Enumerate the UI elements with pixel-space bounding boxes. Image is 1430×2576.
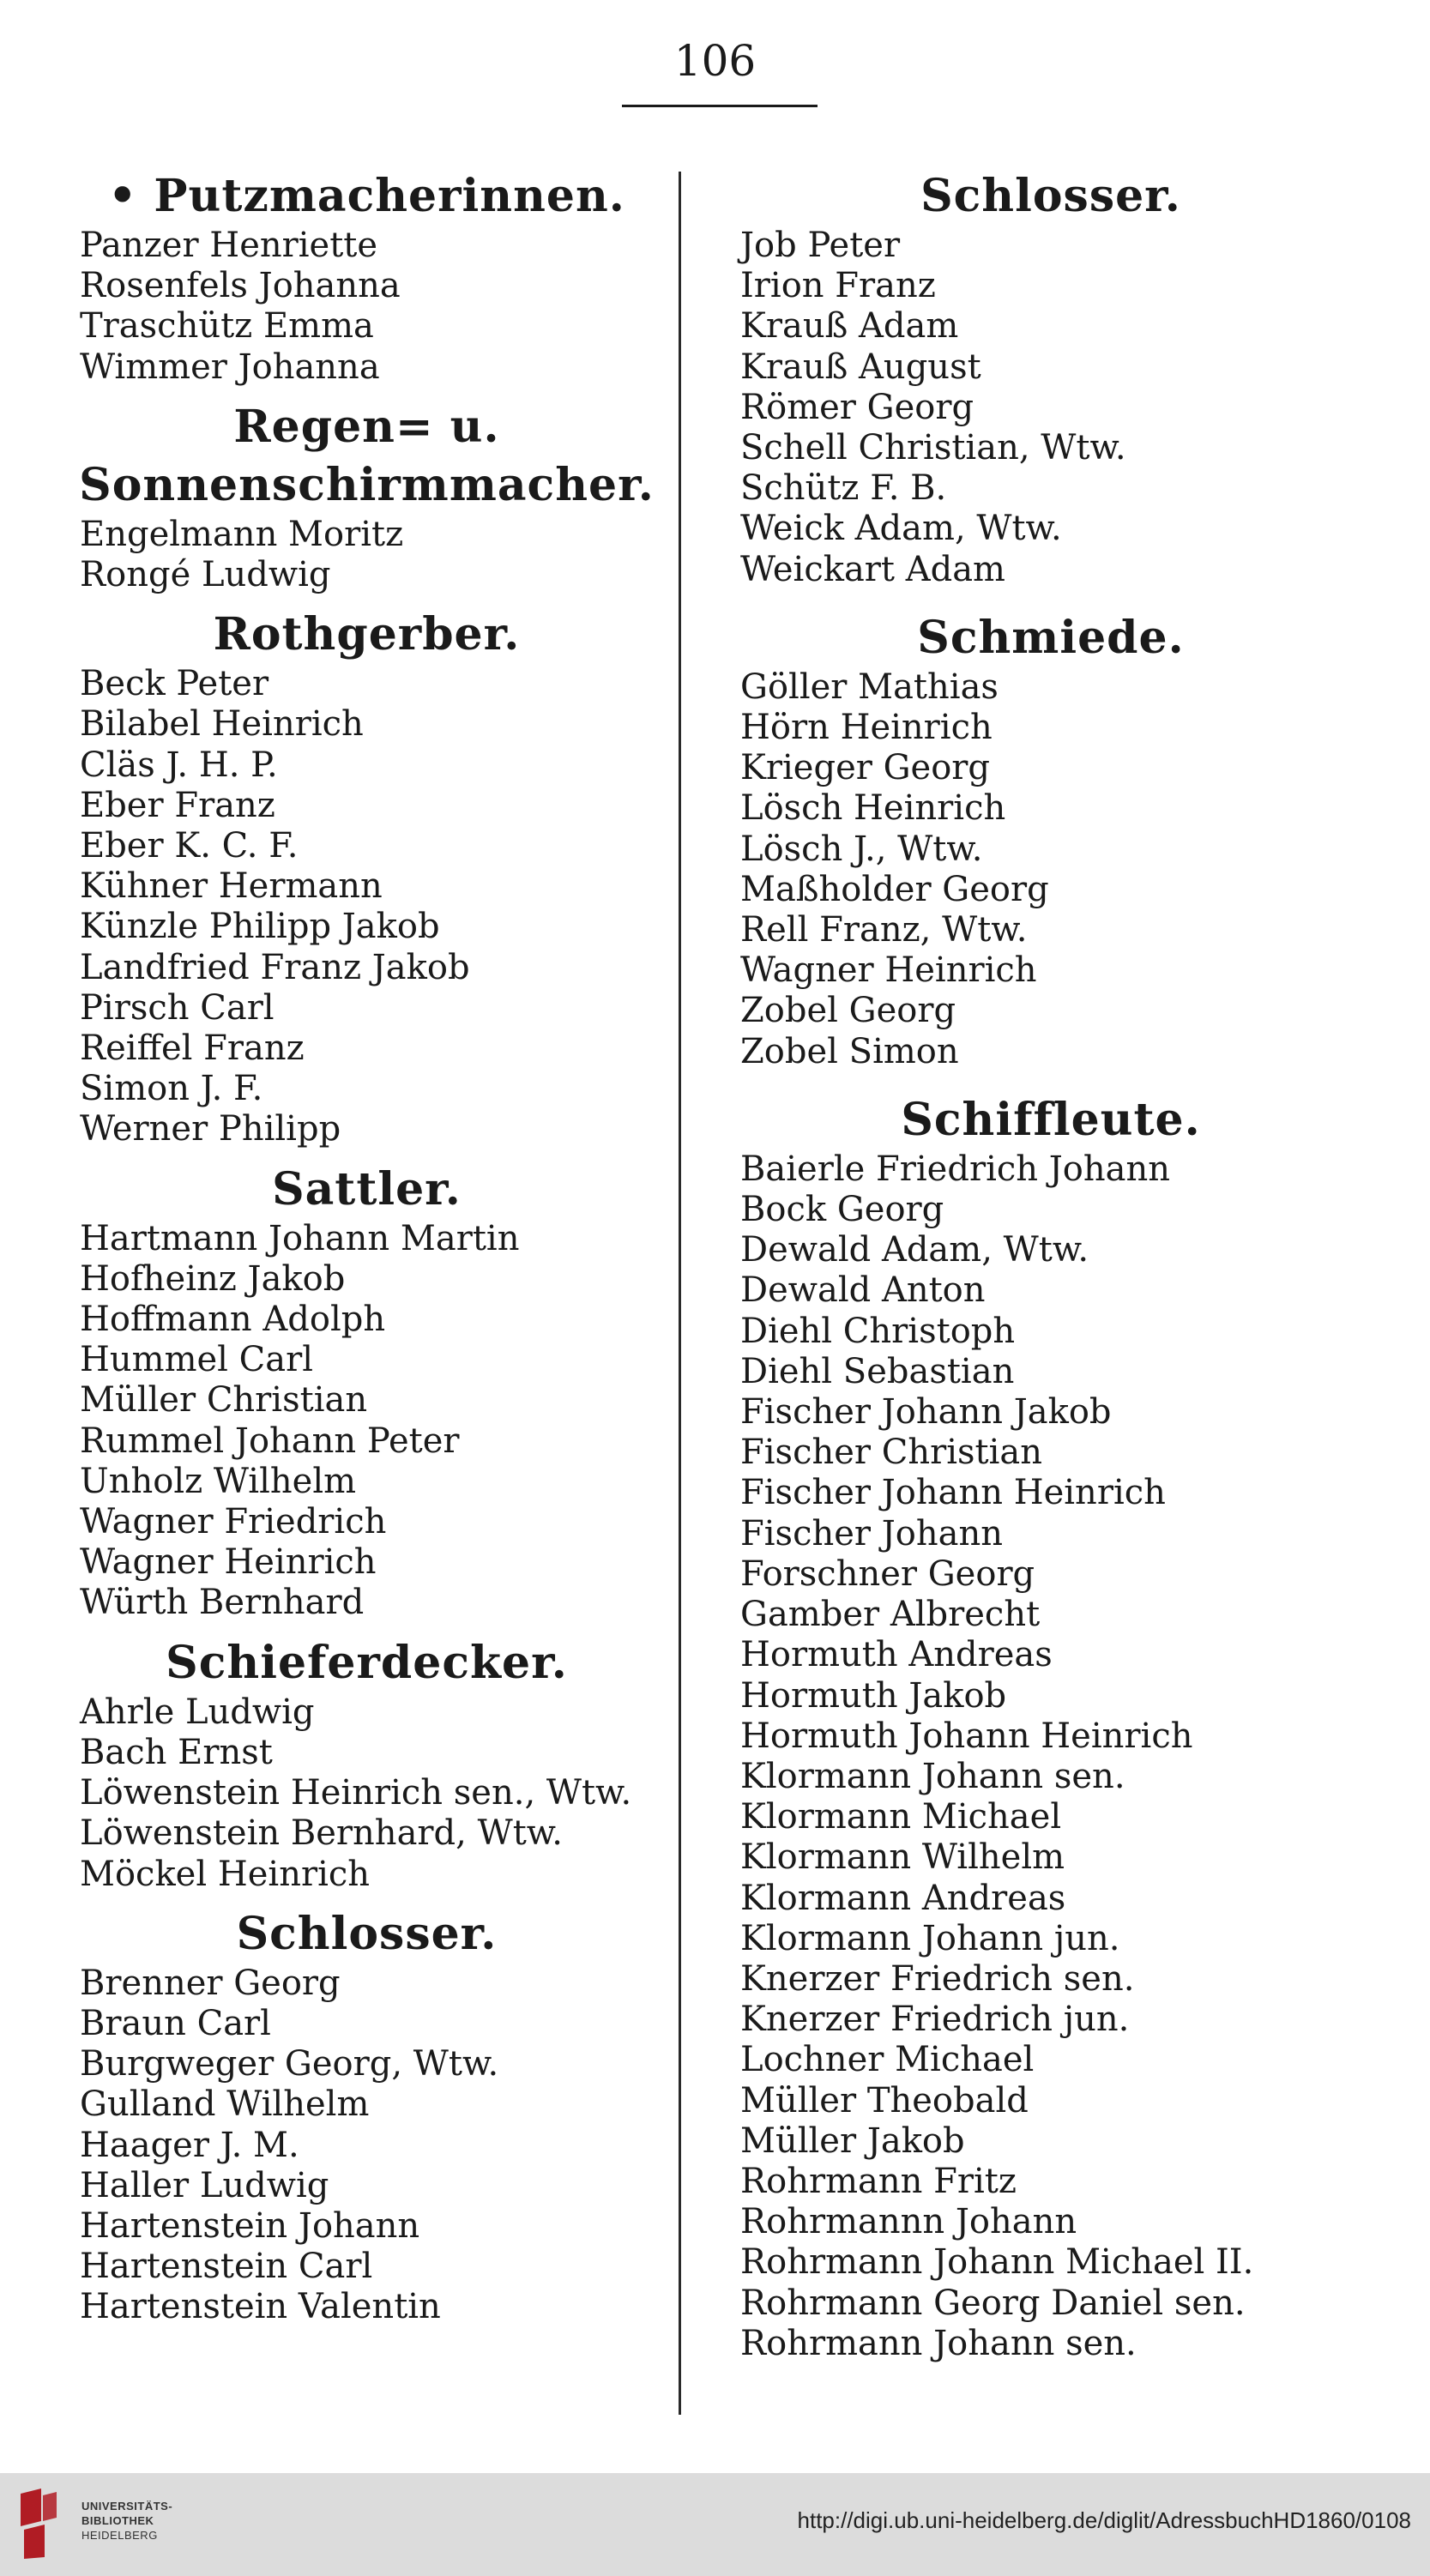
list-item: Krauß Adam	[740, 306, 959, 347]
list-item: Wimmer Johanna	[80, 347, 380, 387]
entry-list	[725, 667, 1377, 1072]
list-item: Künzle Philipp Jakob	[80, 907, 440, 947]
list-item: Panzer Henriette	[80, 226, 378, 265]
section-schmiede	[725, 609, 1377, 1072]
list-item: Löwenstein Heinrich sen., Wtw.	[80, 1773, 632, 1813]
list-item: Rosenfels Johanna	[80, 266, 401, 306]
list-item: Klormann Michael	[740, 1797, 1062, 1837]
section-heading: Schlosser.	[236, 1907, 498, 1960]
section-heading: Schmiede.	[917, 611, 1185, 664]
list-item: Rohrmann Johann sen.	[740, 2323, 1137, 2363]
list-item: Lösch J., Wtw.	[740, 829, 983, 869]
list-item: Hartenstein Carl	[80, 2247, 373, 2287]
list-item: Landfried Franz Jakob	[80, 947, 470, 987]
list-item: Kühner Hermann	[80, 866, 383, 907]
list-item: Schell Christian, Wtw.	[740, 428, 1126, 468]
list-item: Dewald Anton	[740, 1270, 986, 1311]
list-item: Bach Ernst	[80, 1732, 273, 1772]
logo-line: UNIVERSITÄTS-	[81, 2500, 173, 2513]
list-item: Engelmann Moritz	[80, 514, 404, 554]
section-regen-sonnenschirmmacher	[64, 398, 669, 595]
entry-list	[64, 226, 669, 388]
list-item: Eber Franz	[80, 785, 275, 825]
section-rothgerber	[64, 606, 669, 1149]
list-item: Hormuth Jakob	[740, 1675, 1007, 1716]
section-schieferdecker	[64, 1634, 669, 1895]
list-item: Klormann Wilhelm	[740, 1837, 1065, 1878]
list-item: Irion Franz	[740, 266, 936, 306]
list-item: Rongé Ludwig	[80, 555, 331, 595]
list-item: Cläs J. H. P.	[80, 745, 278, 785]
entry-list	[725, 226, 1377, 590]
list-item: Hummel Carl	[80, 1340, 314, 1380]
list-item: Hormuth Johann Heinrich	[740, 1716, 1193, 1756]
list-item: Hartenstein Johann	[80, 2205, 420, 2246]
list-item: Lösch Heinrich	[740, 788, 1006, 829]
library-logo-text	[81, 2499, 253, 2543]
list-item: Knerzer Friedrich sen.	[740, 1958, 1135, 1999]
list-item: Lochner Michael	[740, 2040, 1035, 2080]
list-item: Wagner Heinrich	[80, 1542, 377, 1583]
list-item: Rohrmannn Johann	[740, 2202, 1077, 2242]
entry-list	[64, 515, 669, 595]
list-item: Gulland Wilhelm	[80, 2084, 370, 2125]
list-item: Zobel Georg	[740, 991, 956, 1031]
list-item: Burgweger Georg, Wtw.	[80, 2044, 499, 2084]
list-item: Braun Carl	[80, 2003, 271, 2043]
right-column	[725, 167, 1377, 2364]
list-item: Hormuth Andreas	[740, 1635, 1053, 1675]
list-item: Brenner Georg	[80, 1963, 341, 2003]
list-item: Rohrmann Georg Daniel sen.	[740, 2283, 1246, 2323]
list-item: Gamber Albrecht	[740, 1595, 1041, 1635]
list-item: Klormann Johann sen.	[740, 1756, 1125, 1796]
list-item: Bilabel Heinrich	[80, 704, 364, 745]
list-item: Unholz Wilhelm	[80, 1461, 357, 1501]
entry-list	[64, 1219, 669, 1624]
list-item: Würth Bernhard	[80, 1583, 365, 1623]
list-item: Rohrmann Fritz	[740, 2161, 1017, 2201]
list-item: Fischer Johann	[740, 1513, 1003, 1553]
list-item: Ahrle Ludwig	[80, 1692, 315, 1732]
list-item: Diehl Christoph	[740, 1311, 1016, 1351]
list-item: Krieger Georg	[740, 748, 991, 788]
list-item: Forschner Georg	[740, 1553, 1035, 1594]
list-item: Beck Peter	[80, 664, 269, 704]
list-item: Klormann Andreas	[740, 1878, 1066, 1918]
list-item: Pirsch Carl	[80, 987, 275, 1028]
entry-list	[725, 1149, 1377, 2364]
list-item: Fischer Johann Jakob	[740, 1392, 1112, 1433]
list-item: Zobel Simon	[740, 1031, 959, 1071]
list-item: Schütz F. B.	[740, 468, 947, 509]
list-item: Knerzer Friedrich jun.	[740, 2000, 1130, 2040]
section-schlosser-right	[725, 167, 1377, 590]
list-item: Diehl Sebastian	[740, 1351, 1015, 1391]
section-schiffleute	[725, 1091, 1377, 2364]
list-item: Hartenstein Valentin	[80, 2287, 441, 2327]
list-item: Hofheinz Jakob	[80, 1258, 346, 1299]
list-item: Wagner Friedrich	[80, 1502, 387, 1542]
list-item: Hörn Heinrich	[740, 708, 993, 748]
section-heading: Schiffleute.	[901, 1093, 1201, 1146]
page-number-rule	[622, 105, 818, 107]
list-item: Rohrmann Johann Michael II.	[740, 2242, 1254, 2283]
list-item: Krauß August	[740, 347, 981, 387]
list-item: Haller Ludwig	[80, 2165, 329, 2205]
list-item: Reiffel Franz	[80, 1029, 305, 1069]
list-item: Haager J. M.	[80, 2125, 299, 2165]
logo-line: HEIDELBERG	[81, 2529, 158, 2542]
list-item: Hoffmann Adolph	[80, 1300, 386, 1340]
section-sattler	[64, 1161, 669, 1624]
left-column	[64, 167, 669, 2328]
list-item: Klormann Johann jun.	[740, 1918, 1120, 1958]
footer-bar	[0, 2473, 1430, 2576]
list-item: Müller Christian	[80, 1380, 368, 1421]
column-divider	[679, 172, 681, 2415]
section-schlosser-left	[64, 1905, 669, 2328]
entry-list	[64, 1692, 669, 1895]
list-item: Job Peter	[740, 226, 901, 265]
section-heading: Rothgerber.	[213, 608, 521, 661]
list-item: Müller Theobald	[740, 2080, 1029, 2121]
library-logo-icon	[15, 2487, 62, 2561]
list-item: Wagner Heinrich	[740, 950, 1037, 991]
entry-list	[64, 1964, 669, 2328]
section-heading: Sattler.	[272, 1162, 462, 1216]
list-item: Simon J. F.	[80, 1069, 263, 1109]
source-url-link[interactable]: http://digi.ub.uni-heidelberg.de/diglit/AdressbuchHD1860/0108	[797, 2507, 1411, 2533]
page-number: 106	[673, 36, 757, 86]
list-item: Müller Jakob	[740, 2121, 965, 2161]
list-item: Fischer Christian	[740, 1433, 1043, 1473]
list-item: Baierle Friedrich Johann	[740, 1149, 1170, 1189]
list-item: Traschütz Emma	[80, 306, 374, 347]
section-heading: • Putzmacherinnen.	[108, 170, 625, 222]
list-item: Hartmann Johann Martin	[80, 1218, 520, 1258]
list-item: Römer Georg	[740, 387, 974, 427]
list-item: Eber K. C. F.	[80, 826, 299, 866]
entry-list	[64, 664, 669, 1149]
section-heading: Schieferdecker.	[166, 1636, 568, 1689]
list-item: Weickart Adam	[740, 549, 1005, 589]
list-item: Löwenstein Bernhard, Wtw.	[80, 1813, 563, 1854]
list-item: Maßholder Georg	[740, 869, 1049, 909]
list-item: Rell Franz, Wtw.	[740, 910, 1028, 950]
logo-line: BIBLIOTHEK	[81, 2514, 154, 2527]
list-item: Weick Adam, Wtw.	[740, 509, 1062, 549]
section-heading: Regen= u. Sonnenschirmmacher.	[79, 400, 655, 511]
list-item: Möckel Heinrich	[80, 1854, 371, 1894]
list-item: Göller Mathias	[740, 667, 999, 707]
list-item: Rummel Johann Peter	[80, 1421, 460, 1461]
list-item: Dewald Adam, Wtw.	[740, 1230, 1089, 1270]
list-item: Werner Philipp	[80, 1109, 341, 1149]
list-item: Bock Georg	[740, 1190, 944, 1230]
section-heading: Schlosser.	[920, 170, 1181, 222]
section-putzmacherinnen	[64, 167, 669, 388]
list-item: Fischer Johann Heinrich	[740, 1473, 1166, 1513]
